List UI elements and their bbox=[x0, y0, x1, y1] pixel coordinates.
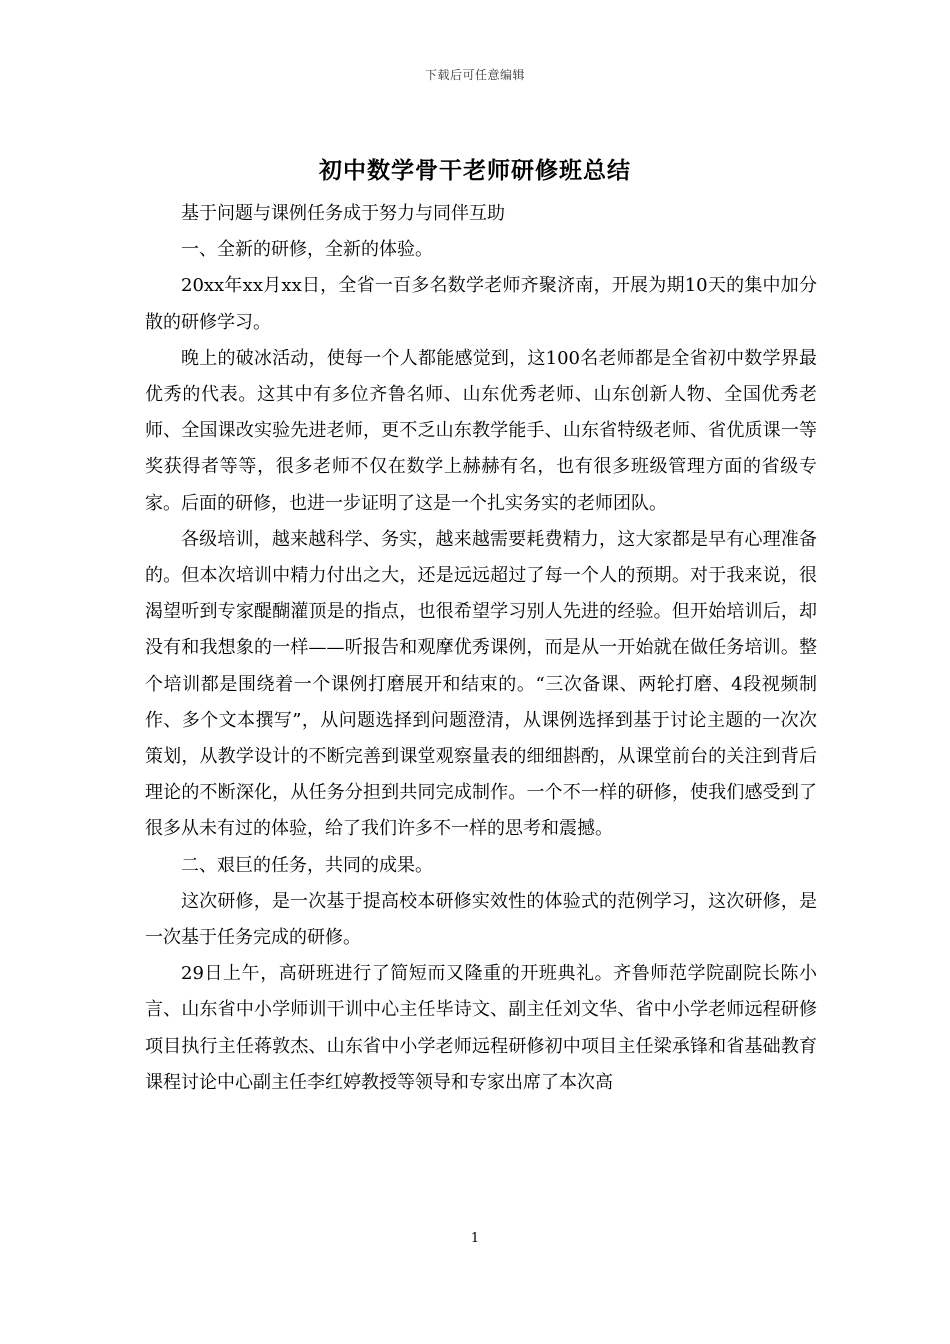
paragraph-subtitle: 基于问题与课例任务成于努力与同伴互助 bbox=[181, 203, 505, 224]
document-body bbox=[145, 196, 817, 1101]
paragraph: 29日上午，高研班进行了简短而又隆重的开班典礼。齐鲁师范学院副院长陈小言、山东省中小学师训干训中心主任毕诗文、副主任刘文华、省中小学老师远程研修项目执行主任蒋敦杰、山东省中小学老师远程研修初中项目主任梁承锋和省基础教育课程讨论中心副主任李红婷教授等领导和专家出席了本次高 bbox=[145, 963, 817, 1093]
paragraph-section-heading-2: 二、艰巨的任务，共同的成果。 bbox=[181, 854, 433, 876]
paragraph-section-heading-1: 一、全新的研修，全新的体验。 bbox=[181, 239, 433, 261]
page-number: 1 bbox=[470, 1231, 480, 1246]
paragraph: 20xx年xx月xx日，全省一百多名数学老师齐聚济南，开展为期10天的集中加分散的研修学习。 bbox=[145, 275, 817, 333]
paragraph: 晚上的破冰活动，使每一个人都能感觉到，这100名老师都是全省初中数学界最优秀的代表。这其中有多位齐鲁名师、山东优秀老师、山东创新人物、全国优秀老师、全国课改实验先进老师，更不乏山东教学能手、山东省特级老师、省优质课一等奖获得者等等，很多老师不仅在数学上赫赫有名，也有很多班级管理方面的省级专家。后面的研修，也进一步证明了这是一个扎实务实的老师团队。 bbox=[145, 347, 817, 514]
paragraph: 各级培训，越来越科学、务实，越来越需要耗费精力，这大家都是早有心理准备的。但本次培训中精力付出之大，还是远远超过了每一个人的预期。对于我来说，很渴望听到专家醍醐灌顶是的指点，也很希望学习别人先进的经验。但开始培训后，却没有和我想象的一样——听报告和观摩优秀课例，而是从一开始就在做任务培训。整个培训都是围绕着一个课例打磨展开和结束的。“三次备课、两轮打磨、4段视频制作、多个文本撰写”，从问题选择到问题澄清，从课例选择到基于讨论主题的一次次策划，从教学设计的不断完善到课堂观察量表的细细斟酌，从课堂前台的关注到背后理论的不断深化，从任务分担到共同完成制作。一个不一样的研修，使我们感受到了很多从未有过的体验，给了我们许多不一样的思考和震撼。 bbox=[145, 528, 817, 840]
header-note: 下载后可任意编辑 bbox=[424, 68, 525, 82]
document-title: 初中数学骨干老师研修班总结 bbox=[319, 157, 631, 184]
paragraph: 这次研修，是一次基于提高校本研修实效性的体验式的范例学习，这次研修，是一次基于任务完成的研修。 bbox=[145, 890, 817, 949]
